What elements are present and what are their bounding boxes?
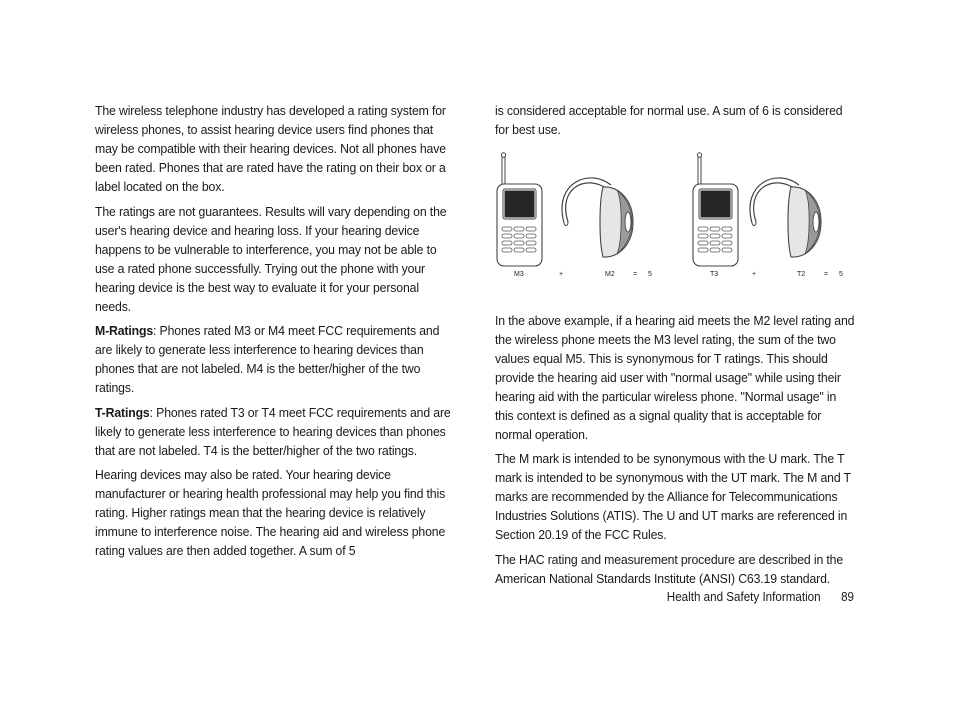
t-ratings-text: : Phones rated T3 or T4 meet FCC requirements and are likely to generate less interference to hearing devices than phones that are not labeled. T4 is the better/higher of the two ratings. (95, 404, 451, 458)
paragraph-hearing-devices-rated: Hearing devices may also be rated. Your hearing device manufacturer or hearing health professional may help you find this rating. Higher ratings mean that the hearing device is relatively immune to interference noise. The hearing aid and wireless phone rating values are then added together. A sum of 5 (95, 467, 446, 558)
m-ratings-term: M-Ratings (95, 323, 154, 338)
aid-rating-label-right: T2 (797, 271, 806, 278)
page-number: 89 (841, 590, 854, 604)
hearing-aid-illustration-right (750, 178, 821, 257)
m-ratings-text: : Phones rated M3 or M4 meet FCC requirements and are likely to generate less interference to hearing devices than phones that are not labeled. M4 is the better/higher of the two ratings. (95, 323, 440, 395)
paragraph-m-ratings (95, 321, 456, 397)
phone-rating-label-right: T3 (710, 271, 719, 278)
aid-rating-label-left: M2 (605, 271, 615, 278)
plus-sign-right: + (752, 271, 757, 278)
footer-section-title: Health and Safety Information (666, 590, 821, 604)
sum-value-left: 5 (648, 271, 652, 278)
equals-sign-left: = (633, 271, 638, 278)
hac-rating-figure (495, 152, 855, 282)
paragraph-sum-continuation: is considered acceptable for normal use. A sum of 6 is considered for best use. (495, 103, 843, 137)
paragraph-t-ratings (95, 403, 456, 460)
phone-illustration-left (497, 153, 542, 266)
paragraph-hac-rating: The HAC rating and measurement procedure are described in the American National Standards Institute (ANSI) C63.19 standard. (495, 551, 844, 586)
paragraph-ratings-not-guarantees: The ratings are not guarantees. Results will vary depending on the user's hearing device and hearing loss. If your hearing device happens to be vulnerable to interference, you may not be able to use a rated phone successfully. Trying out the phone with your hearing device is the best way to evaluate it for your personal needs. (95, 203, 447, 314)
paragraph-example: In the above example, if a hearing aid meets the M2 level rating and the wireless phone meets the M3 level rating, the sum of the two values equal M5. This is synonymous for T ratings. This should provide the hearing aid user with "normal usage" while using their hearing aid with the particular wireless phone. "Normal usage" in this context is defined as a signal quality that is acceptable for normal operation. (495, 312, 855, 442)
paragraph-rating-system: The wireless telephone industry has developed a rating system for wireless phones, to assist hearing device users find phones that may be compatible with their hearing devices. Not all phones have been rated. Phones that are rated have the rating on their box or a label located on the box. (95, 103, 446, 194)
sum-value-right: 5 (839, 271, 843, 278)
phone-rating-label-left: M3 (514, 271, 524, 278)
equals-sign-right: = (824, 271, 829, 278)
left-column (95, 101, 456, 566)
t-ratings-term: T-Ratings (95, 404, 150, 420)
page-footer (655, 590, 854, 604)
paragraph-m-mark: The M mark is intended to be synonymous with the U mark. The T mark is intended to be synonymous with the UT mark. The M and T marks are recommended by the Alliance for Telecommunications Industries Solutions (ATIS). The U and UT marks are referenced in Section 20.19 of the FCC Rules. (495, 451, 851, 542)
phone-illustration-right (693, 153, 738, 266)
hearing-aid-illustration-left (562, 178, 633, 257)
plus-sign-left: + (559, 271, 564, 278)
